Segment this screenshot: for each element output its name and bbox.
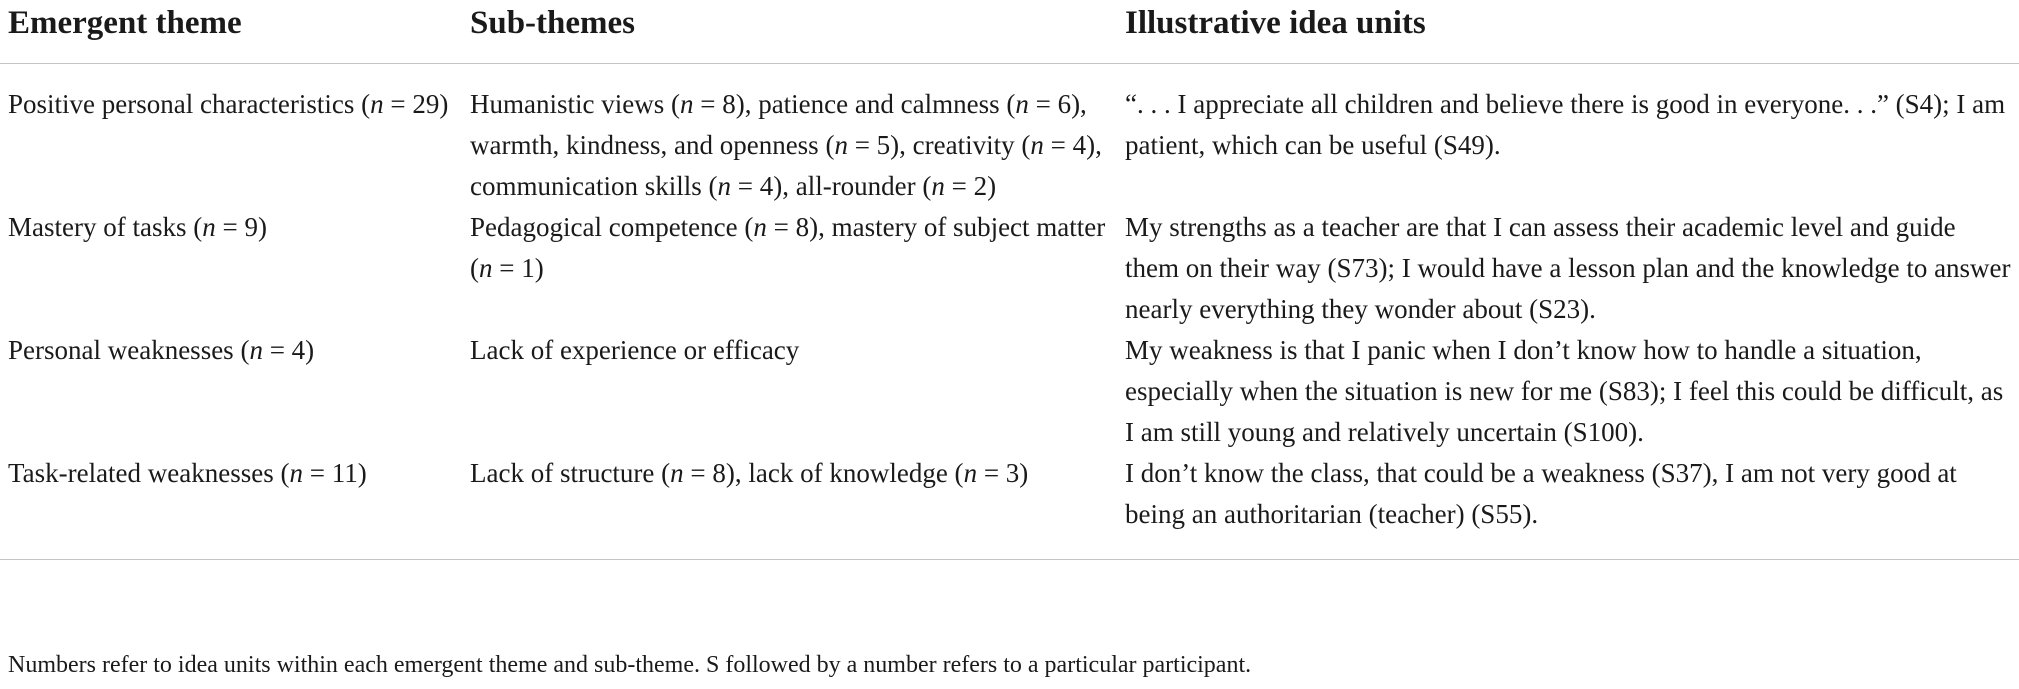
theme-cell: Mastery of tasks (n = 9) (8, 212, 267, 242)
header-emergent-theme: Emergent theme (0, 0, 462, 64)
table-row (0, 207, 2019, 330)
ideas-cell: I don’t know the class, that could be a weakness (S37), I am not very good at being an authoritarian (teacher) (S55). (1125, 458, 1957, 529)
table-footnote: Numbers refer to idea units within each emergent theme and sub-theme. S followed by a number refers to a particular participant. (8, 652, 1252, 678)
table-row (0, 330, 2019, 453)
subthemes-cell: Lack of experience or efficacy (470, 335, 800, 365)
header-sub-themes: Sub-themes (462, 0, 1117, 64)
table-row (0, 64, 2019, 208)
header-illustrative-idea-units: Illustrative idea units (1117, 0, 2019, 64)
table-row (0, 453, 2019, 560)
ideas-cell: My strengths as a teacher are that I can assess their academic level and guide them on their way (S73); I would have a lesson plan and the knowledge to answer nearly everything they wonder about (S23). (1125, 212, 2011, 324)
subthemes-cell: Humanistic views (n = 8), patience and calmness (n = 6), warmth, kindness, and openness (n = 5), creativity (n = 4), communication skills (n = 4), all-rounder (n = 2) (470, 89, 1102, 201)
theme-cell: Task-related weaknesses (n = 11) (8, 458, 367, 488)
subthemes-cell: Lack of structure (n = 8), lack of knowledge (n = 3) (470, 458, 1029, 488)
table-header-row (0, 0, 2019, 64)
subthemes-cell: Pedagogical competence (n = 8), mastery of subject matter (n = 1) (470, 212, 1106, 283)
theme-cell: Personal weaknesses (n = 4) (8, 335, 315, 365)
ideas-cell: “. . . I appreciate all children and believe there is good in everyone. . .” (S4); I am patient, which can be useful (S49). (1125, 89, 2006, 160)
theme-cell: Positive personal characteristics (n = 29) (8, 89, 449, 119)
ideas-cell: My weakness is that I panic when I don’t know how to handle a situation, especially when the situation is new for me (S83); I feel this could be difficult, as I am still young and relatively uncertain (S100). (1125, 335, 2004, 447)
